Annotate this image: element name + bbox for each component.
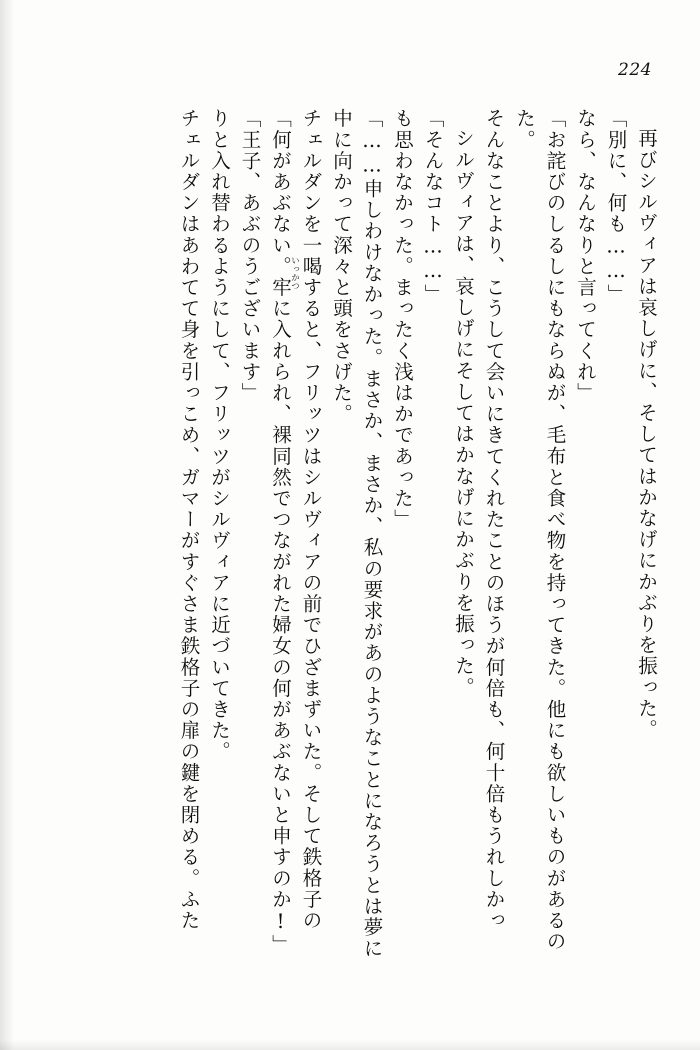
text-column: 「何があぶない。牢に入れられ、裸同然でつながれた婦女の何があぶないと申すのか!」 [269,108,292,956]
text-column: 「そんなコト……」 [421,108,445,305]
ruby-annotation: いっかつ [289,255,300,290]
text-column: も思わなかった。まったく浅はかであった」 [391,108,414,530]
text-column: 「お詫びのしるしにもならぬが、毛布と食べ物を持ってきた。他にも欲しいものがあるの [543,108,567,952]
text-column: シルヴィアは、哀しげにそしてはかなげにかぶりを振った。 [452,128,475,698]
text-column: 「王子、あぶのうございます」 [238,108,262,404]
text-column: 再びシルヴィアは哀しげに、そしてはかなげにかぶりを振った。 [635,128,658,740]
text-column: 「別に、何も……」 [604,108,628,305]
page-number: 224 [618,60,652,80]
ruby-base: 喝 いっかつ [289,255,323,290]
text-column: 「……申しわけなかった。まさか、まさか、私の要求があのようなことになろうとは夢に [360,108,384,959]
text-column: りと入れ替わるようにして、フリッツがシルヴィアに近づいてきた。 [208,108,231,763]
text-column: チェルダンを一喝 いっかつ すると、フリッツはシルヴィアの前でひざまずいた。そして鉄格子の [289,108,323,931]
text-column: た。 [513,108,536,151]
text-column: チェルダンはあわてて身を引っこめ、ガマーがすぐさま鉄格子の扉の鍵を閉める。ふた [177,108,201,931]
text-column: なら、なんなりと言ってくれ」 [574,108,597,404]
vertical-text-block [168,108,658,959]
text-column: そんなことより、こうして会いにきてくれたことのほうが何倍も、何十倍もうれしかっ [482,108,506,931]
text-column: 中に向かって深々と頭をさげた。 [330,108,353,425]
